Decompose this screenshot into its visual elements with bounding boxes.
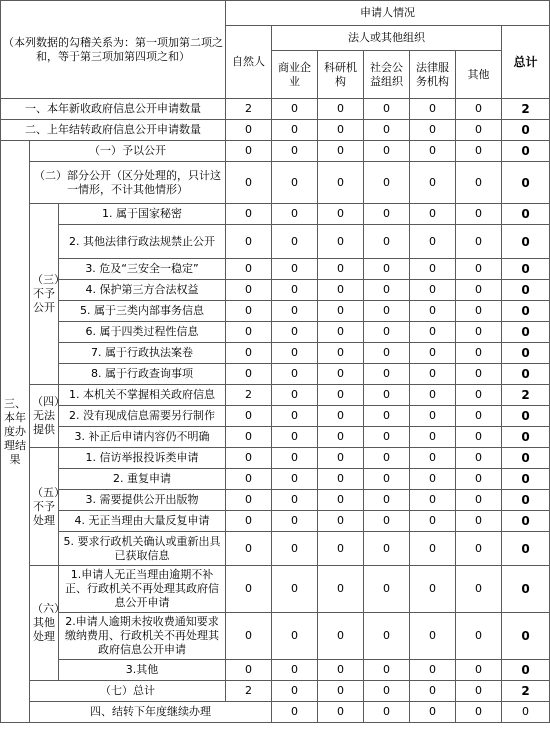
cell: 0 (318, 162, 364, 204)
header-sub-business: 商业企业 (272, 51, 318, 99)
cell: 0 (226, 427, 272, 448)
table-row (1, 511, 550, 532)
cell: 0 (456, 681, 502, 702)
row-label: 2.申请人逾期未按收费通知要求缴纳费用、行政机关不再处理其政府信息公开申请 (59, 613, 226, 660)
table-row (1, 301, 550, 322)
row-label: 4. 无正当理由大量反复申请 (59, 511, 226, 532)
cell: 0 (364, 427, 410, 448)
cell-total: 0 (502, 343, 550, 364)
cell-total: 0 (502, 613, 550, 660)
table-row (1, 141, 550, 162)
cell: 0 (364, 490, 410, 511)
cell: 0 (226, 469, 272, 490)
table-row (1, 490, 550, 511)
cell: 0 (456, 322, 502, 343)
cell: 0 (272, 702, 318, 723)
cell: 0 (364, 259, 410, 280)
cell: 0 (456, 259, 502, 280)
header-applicant: 申请人情况 (226, 1, 550, 26)
cell: 0 (364, 99, 410, 120)
group-label: （六）其他处理 (30, 566, 59, 681)
cell: 0 (318, 511, 364, 532)
cell-total: 0 (502, 427, 550, 448)
cell: 0 (226, 490, 272, 511)
cell: 0 (364, 406, 410, 427)
cell: 0 (410, 490, 456, 511)
cell: 0 (364, 448, 410, 469)
cell: 0 (456, 301, 502, 322)
cell: 2 (226, 681, 272, 702)
cell-total: 0 (502, 364, 550, 385)
group-label: （四）无法提供 (30, 385, 59, 448)
cell: 0 (226, 204, 272, 225)
cell: 0 (364, 681, 410, 702)
cell: 0 (272, 322, 318, 343)
table-row (1, 120, 550, 141)
header-note: （本列数据的勾稽关系为：第一项加第二项之和，等于第三项加第四项之和） (1, 1, 226, 99)
cell: 0 (226, 406, 272, 427)
cell: 0 (410, 385, 456, 406)
cell: 0 (226, 613, 272, 660)
cell: 0 (456, 120, 502, 141)
cell: 0 (410, 511, 456, 532)
cell: 0 (364, 120, 410, 141)
cell: 0 (410, 469, 456, 490)
cell: 0 (364, 225, 410, 259)
section3-label: 三、本年度办理结果 (1, 141, 30, 723)
cell: 0 (410, 141, 456, 162)
cell-total: 0 (502, 301, 550, 322)
cell: 0 (272, 427, 318, 448)
cell: 0 (456, 343, 502, 364)
table-row (1, 99, 550, 120)
cell: 0 (410, 280, 456, 301)
table-row (1, 702, 550, 723)
cell: 0 (226, 448, 272, 469)
cell: 0 (226, 259, 272, 280)
cell: 0 (364, 660, 410, 681)
cell: 0 (318, 469, 364, 490)
table-row (1, 364, 550, 385)
cell: 0 (272, 141, 318, 162)
cell: 0 (226, 511, 272, 532)
cell: 0 (410, 681, 456, 702)
row-label: 一、本年新收政府信息公开申请数量 (1, 99, 226, 120)
cell: 0 (456, 613, 502, 660)
header-sub-legal: 法律服务机构 (410, 51, 456, 99)
cell: 0 (272, 280, 318, 301)
table-row (1, 280, 550, 301)
cell: 0 (364, 162, 410, 204)
cell: 0 (456, 469, 502, 490)
cell: 0 (272, 343, 318, 364)
table-row (1, 322, 550, 343)
cell: 0 (456, 385, 502, 406)
cell: 0 (410, 301, 456, 322)
row-label: 3. 补正后申请内容仍不明确 (59, 427, 226, 448)
header-legal-group: 法人或其他组织 (272, 26, 502, 51)
cell: 0 (272, 613, 318, 660)
cell: 0 (318, 343, 364, 364)
table-row (1, 406, 550, 427)
cell-total: 0 (502, 406, 550, 427)
cell: 0 (272, 532, 318, 566)
row-label: （七）总计 (30, 681, 226, 702)
cell: 0 (410, 532, 456, 566)
cell: 0 (272, 364, 318, 385)
cell: 0 (410, 427, 456, 448)
cell: 0 (272, 490, 318, 511)
group-label: （五）不予处理 (30, 448, 59, 566)
table-row (1, 162, 550, 204)
table-row (1, 681, 550, 702)
cell: 0 (318, 99, 364, 120)
cell: 0 (410, 120, 456, 141)
cell: 0 (410, 364, 456, 385)
cell: 0 (410, 613, 456, 660)
row-label: 3. 危及“三安全一稳定” (59, 259, 226, 280)
row-label: 二、上年结转政府信息公开申请数量 (1, 120, 226, 141)
group-label: （三）不予公开 (30, 204, 59, 385)
row-label: 1. 本机关不掌握相关政府信息 (59, 385, 226, 406)
cell: 0 (272, 681, 318, 702)
cell: 0 (456, 204, 502, 225)
cell: 2 (226, 99, 272, 120)
cell: 0 (318, 280, 364, 301)
cell: 0 (364, 280, 410, 301)
cell: 0 (318, 120, 364, 141)
cell: 0 (318, 490, 364, 511)
cell-total: 0 (502, 469, 550, 490)
cell-total: 0 (502, 204, 550, 225)
cell: 0 (456, 141, 502, 162)
cell: 0 (226, 364, 272, 385)
row-label: 8. 属于行政查询事项 (59, 364, 226, 385)
row-label: 1. 信访举报投诉类申请 (59, 448, 226, 469)
cell: 0 (364, 702, 410, 723)
cell: 0 (318, 204, 364, 225)
cell: 0 (364, 566, 410, 613)
cell: 0 (318, 702, 364, 723)
cell: 0 (272, 204, 318, 225)
cell-total: 0 (502, 280, 550, 301)
cell: 0 (364, 141, 410, 162)
cell: 0 (456, 702, 502, 723)
cell: 0 (456, 364, 502, 385)
cell: 0 (272, 120, 318, 141)
table-row (1, 225, 550, 259)
table-row (1, 259, 550, 280)
cell: 0 (272, 660, 318, 681)
cell: 0 (226, 280, 272, 301)
table-row (1, 343, 550, 364)
cell: 0 (410, 660, 456, 681)
cell: 0 (272, 225, 318, 259)
cell-total: 2 (502, 99, 550, 120)
cell-total: 2 (502, 385, 550, 406)
cell: 0 (456, 225, 502, 259)
cell: 0 (272, 469, 318, 490)
table-row (1, 385, 550, 406)
cell: 0 (364, 469, 410, 490)
table-row (1, 469, 550, 490)
cell: 0 (318, 613, 364, 660)
cell: 0 (410, 204, 456, 225)
cell: 0 (272, 448, 318, 469)
cell: 0 (410, 99, 456, 120)
header-total: 总计 (502, 26, 550, 99)
cell: 0 (410, 162, 456, 204)
cell: 0 (364, 204, 410, 225)
cell-total: 0 (502, 225, 550, 259)
cell: 0 (226, 301, 272, 322)
cell: 0 (456, 280, 502, 301)
cell: 0 (226, 343, 272, 364)
row-label: 7. 属于行政执法案卷 (59, 343, 226, 364)
cell: 0 (410, 322, 456, 343)
cell: 0 (318, 141, 364, 162)
row-label: 3. 需要提供公开出版物 (59, 490, 226, 511)
row-label: 四、结转下年度继续办理 (30, 702, 272, 723)
cell: 0 (226, 532, 272, 566)
cell: 0 (318, 532, 364, 566)
cell: 0 (364, 364, 410, 385)
cell: 0 (364, 301, 410, 322)
cell-total: 2 (502, 681, 550, 702)
cell: 0 (364, 385, 410, 406)
cell-total: 0 (502, 660, 550, 681)
row-label: （二）部分公开（区分处理的，只计这一情形，不计其他情形） (30, 162, 226, 204)
cell: 0 (318, 427, 364, 448)
row-label: 2. 重复申请 (59, 469, 226, 490)
cell: 0 (272, 511, 318, 532)
table-row (1, 613, 550, 660)
cell: 0 (226, 120, 272, 141)
cell-total: 0 (502, 532, 550, 566)
row-label: 5. 属于三类内部事务信息 (59, 301, 226, 322)
cell: 0 (456, 406, 502, 427)
cell: 0 (364, 613, 410, 660)
cell: 0 (456, 99, 502, 120)
cell: 0 (318, 660, 364, 681)
cell-total: 0 (502, 322, 550, 343)
cell: 0 (456, 162, 502, 204)
cell: 0 (456, 566, 502, 613)
cell: 0 (226, 322, 272, 343)
cell: 0 (272, 162, 318, 204)
cell: 0 (410, 343, 456, 364)
header-sub-nonprofit: 社会公益组织 (364, 51, 410, 99)
cell: 0 (272, 301, 318, 322)
cell: 0 (226, 225, 272, 259)
cell: 0 (318, 681, 364, 702)
cell: 0 (318, 406, 364, 427)
row-label: 1.申请人无正当理由逾期不补正、行政机关不再处理其政府信息公开申请 (59, 566, 226, 613)
cell-total: 0 (502, 566, 550, 613)
cell: 0 (272, 259, 318, 280)
cell: 0 (456, 532, 502, 566)
cell: 0 (226, 162, 272, 204)
table-row (1, 532, 550, 566)
cell: 0 (318, 566, 364, 613)
table-row (1, 448, 550, 469)
cell: 0 (410, 448, 456, 469)
row-label: （一）予以公开 (30, 141, 226, 162)
cell: 0 (318, 259, 364, 280)
cell: 0 (318, 225, 364, 259)
cell: 0 (364, 322, 410, 343)
row-label: 5. 要求行政机关确认或重新出具已获取信息 (59, 532, 226, 566)
row-label: 6. 属于四类过程性信息 (59, 322, 226, 343)
row-label: 1. 属于国家秘密 (59, 204, 226, 225)
cell: 0 (410, 406, 456, 427)
cell: 0 (272, 406, 318, 427)
table-row (1, 427, 550, 448)
cell: 0 (226, 660, 272, 681)
table-row (1, 204, 550, 225)
row-label: 4. 保护第三方合法权益 (59, 280, 226, 301)
header-natural-person: 自然人 (226, 26, 272, 99)
cell: 0 (456, 511, 502, 532)
cell: 0 (410, 225, 456, 259)
cell: 0 (456, 660, 502, 681)
cell: 0 (410, 566, 456, 613)
cell: 0 (226, 141, 272, 162)
cell: 0 (318, 322, 364, 343)
cell: 0 (364, 511, 410, 532)
cell: 0 (456, 448, 502, 469)
cell-total: 0 (502, 511, 550, 532)
cell: 2 (226, 385, 272, 406)
cell: 0 (364, 532, 410, 566)
cell: 0 (364, 343, 410, 364)
cell: 0 (226, 566, 272, 613)
cell: 0 (410, 259, 456, 280)
cell: 0 (318, 301, 364, 322)
cell-total: 0 (502, 448, 550, 469)
cell: 0 (318, 364, 364, 385)
header-sub-research: 科研机构 (318, 51, 364, 99)
row-label: 2. 其他法律行政法规禁止公开 (59, 225, 226, 259)
cell-total: 0 (502, 120, 550, 141)
table-row (1, 660, 550, 681)
cell: 0 (318, 385, 364, 406)
cell: 0 (318, 448, 364, 469)
cell: 0 (272, 385, 318, 406)
row-label: 3.其他 (59, 660, 226, 681)
cell-total: 0 (502, 162, 550, 204)
cell: 0 (272, 99, 318, 120)
header-sub-other: 其他 (456, 51, 502, 99)
cell: 0 (410, 702, 456, 723)
cell: 0 (272, 566, 318, 613)
row-label: 2. 没有现成信息需要另行制作 (59, 406, 226, 427)
cell-total: 0 (502, 259, 550, 280)
cell: 0 (456, 427, 502, 448)
cell-total: 0 (502, 490, 550, 511)
cell: 0 (456, 490, 502, 511)
cell-total: 0 (502, 141, 550, 162)
table-row (1, 566, 550, 613)
cell: 0 (502, 702, 550, 723)
